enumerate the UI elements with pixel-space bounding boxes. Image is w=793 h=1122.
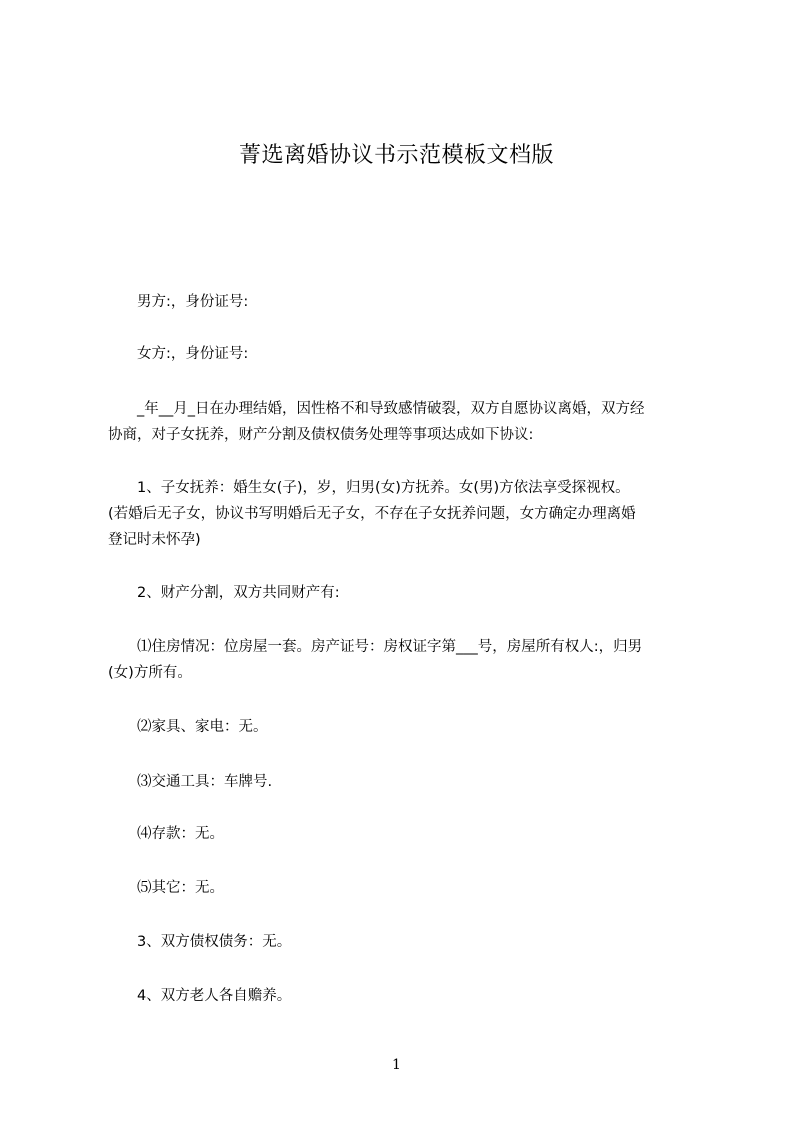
text-line: (若婚后无子女，协议书写明婚后无子女，不存在子女抚养问题，女方确定办理离婚 — [108, 506, 636, 522]
text-line: ⑴住房情况：位房屋一套。房产证号：房权证字第___号，房屋所有权人:，归男 — [137, 639, 643, 655]
male-party-line — [137, 289, 742, 315]
vehicle-line — [137, 769, 742, 795]
marriage-statement-paragraph — [108, 396, 713, 448]
property-division-heading — [137, 580, 742, 606]
text-line: ⑷存款：无。 — [137, 826, 224, 842]
text-line: 协商，对子女抚养，财产分割及债权债务处理等事项达成如下协议: — [108, 427, 534, 443]
debts-line — [137, 929, 742, 955]
female-party-line — [137, 341, 742, 367]
text-line: 2、财产分割，双方共同财产有: — [137, 585, 340, 601]
text-line: 3、双方债权债务：无。 — [137, 934, 292, 950]
text-line: 女方:，身份证号: — [137, 346, 249, 362]
furniture-line — [137, 714, 742, 740]
elder-support-line — [137, 983, 742, 1009]
text-line: ⑶交通工具：车牌号. — [137, 774, 273, 790]
text-line: _年__月_日在办理结婚，因性格不和导致感情破裂，双方自愿协议离婚，双方经 — [137, 401, 645, 417]
other-property-line — [137, 875, 742, 901]
page-number: 1 — [392, 1057, 401, 1073]
text-line: 1、子女抚养：婚生女(子)，岁，归男(女)方抚养。女(男)方依法享受探视权。 — [137, 480, 630, 496]
document-title: 菁选离婚协议书示范模板文档版 — [238, 143, 554, 168]
savings-line — [137, 821, 742, 847]
text-line: ⑵家具、家电：无。 — [137, 719, 268, 735]
text-line: 登记时未怀孕) — [108, 532, 201, 548]
housing-paragraph — [108, 634, 713, 686]
text-line: (女)方所有。 — [108, 665, 192, 681]
text-line: ⑸其它：无。 — [137, 880, 224, 896]
text-line: 4、双方老人各自赡养。 — [137, 988, 292, 1004]
child-custody-paragraph — [108, 475, 713, 553]
text-line: 男方:，身份证号: — [137, 294, 249, 310]
